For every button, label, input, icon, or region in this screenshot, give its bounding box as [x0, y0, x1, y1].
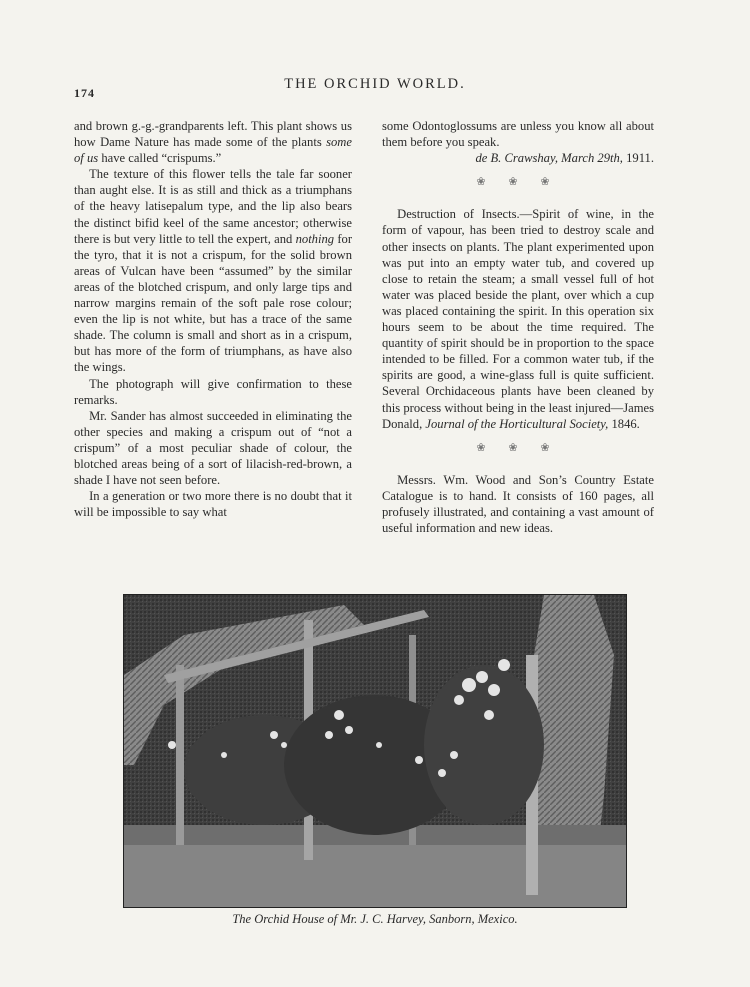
figure-caption: The Orchid House of Mr. J. C. Harvey, Sanborn, Mexico.: [232, 912, 518, 926]
signature: de B. Crawshay, March 29th, 1911.: [475, 151, 654, 166]
paragraph: Messrs. Wm. Wood and Son’s Country Estate Catalogue is to hand. It consists of 160 pages, all profusely illustrated, and containing a vast amount of useful information and new ideas.: [382, 472, 654, 536]
right-column: [382, 118, 654, 536]
orchid-house-photograph: [123, 594, 627, 908]
running-head: THE ORCHID WORLD.: [284, 76, 466, 92]
paragraph: The texture of this flower tells the tale far sooner than aught else. It is as still and thick as a triumphans of the heavy latisepalum type, and the lip also bears the distinct bifid keel of the same ancestor; otherwise there is but very little to tell the expert, and nothing for the tyro, that it is not a crispum, for the solid brown areas of Vulcan have been “assumed” by the similar areas of the blotched crispum, and only large tips and narrow margins remain of the soft pale rose colour; even the lip is not white, but has a trace of the same shade. The column is small and short as in a crispum, but has more of the form of triumphans, as have also the wings.: [74, 167, 353, 375]
paragraph: Destruction of Insects.—Spirit of wine, in the form of vapour, has been tried to destroy scale and other insects on plants. The plant experimented upon was put into an empty water tub, and covered up close to retain the steam; a small vessel full of hot water was placed beside the plant, over which a cup was placed containing the spirit. In this operation six hours seem to be about the time required. The quantity of spirit should be in proportion to the space intended to be filled. For a common water tub, if the spirits are good, a wine-glass full is quite sufficient. Several Orchidaceous plants have been cleaned by this process without being in the least injured—James Donald, Journal of the Horticultural Society, 1846.: [382, 207, 654, 431]
paragraph: Mr. Sander has almost succeeded in eliminating the other species and making a crispum out of “not a crispum” of a most peculiar shade of colour, the blotched areas being of a sort of lilacish-red-brown, a shade I have not seen before.: [74, 408, 352, 488]
paragraph: In a generation or two more there is no doubt that it will be impossible to say what: [74, 489, 352, 520]
ornament-divider: ❀ ❀ ❀: [476, 441, 560, 454]
paragraph: some Odontoglossums are unless you know all about them before you speak.: [382, 119, 654, 150]
paragraph: and brown g.-g.-grandparents left. This plant shows us how Dame Nature has made some of the plants some of us have called “crispums.”: [74, 119, 352, 166]
ornament-divider: ❀ ❀ ❀: [476, 176, 560, 189]
page-number: 174: [74, 86, 95, 100]
left-column: [74, 118, 352, 520]
paragraph: The photograph will give confirmation to these remarks.: [74, 376, 352, 407]
